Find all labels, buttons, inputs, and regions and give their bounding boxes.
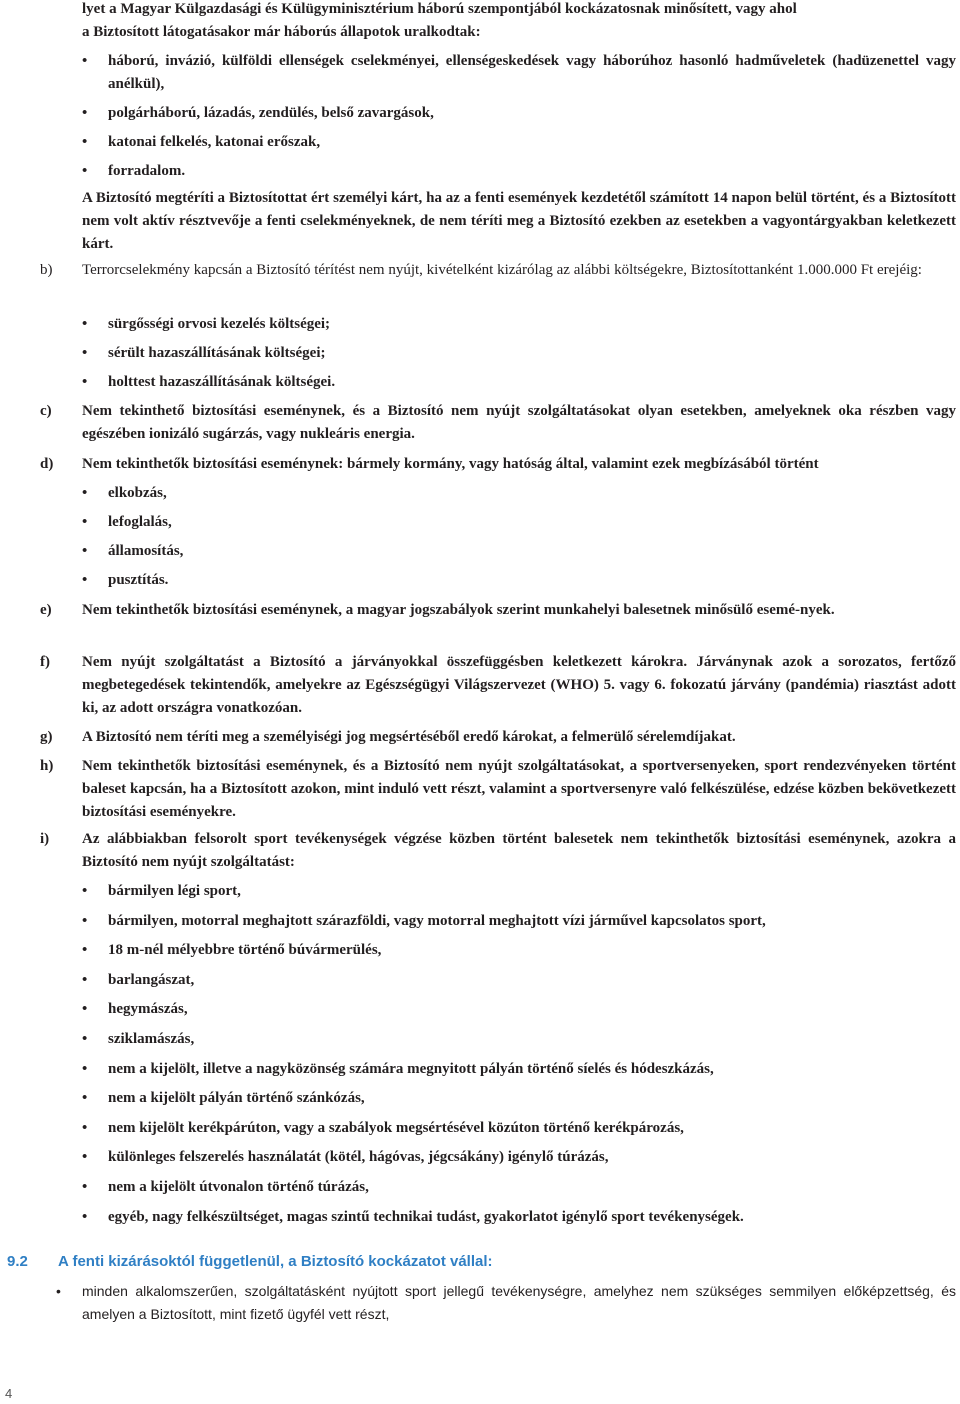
war-paragraph: A Biztosító megtéríti a Biztosítottat ért személyi kárt, ha az a fenti események kezdetétől számított 14 napon belül történt, és a Biztosított nem volt aktív résztvevője a fenti cselekményeknek, de nem téríti meg a Biztosító ezekben az esetekben a vagyontárgyakban keletkezett kárt.: [82, 190, 956, 252]
sport-bullet-list: [82, 880, 956, 1229]
intro-line-2: a Biztosított látogatásakor már háborús állapotok uralkodtak:: [82, 24, 481, 40]
item-label: b): [40, 262, 53, 278]
list-item: • sziklamászás,: [82, 1028, 956, 1051]
list-item: • bármilyen, motorral meghajtott szárazföldi, vagy motorral meghajtott vízi járművel kapcsolatos sport,: [82, 910, 956, 933]
page-number: 4: [5, 1386, 13, 1401]
list-item: • barlangászat,: [82, 969, 956, 992]
list-item: • pusztítás.: [82, 569, 956, 592]
item-text: Nem nyújt szolgáltatást a Biztosító a járványokkal összefüggésben keletkezett károkra. Járványnak azok a sorozatos, fertőző megbetegedések tekintendők, amelyekre az Egészségügyi Világszervezet (WHO) 5. vagy 6. fokozatú járvány (pandémia) riasztást adott ki, az adott országra vonatkozóan.: [82, 654, 956, 716]
list-item: • nem kijelölt kerékpárúton, vagy a szabályok megsértésével közúton történő kerékpározás,: [82, 1117, 956, 1140]
item-text: A Biztosító nem téríti meg a személyiségi jog megsértéséből eredő károkat, a felmerülő sérelemdíjakat.: [82, 729, 736, 745]
section-title: A fenti kizárásoktól függetlenül, a Biztosító kockázatot vállal:: [58, 1253, 493, 1270]
item-text: Nem tekinthetők biztosítási eseménynek, a magyar jogszabályok szerint munkahelyi balesetnek minősülő esemé-nyek.: [82, 602, 835, 618]
item-d: [40, 453, 956, 476]
item-text: Az alábbiakban felsorolt sport tevékenységek végzése közben történt balesetek nem tekinthetők biztosítási eseménynek, azokra a Biztosító nem nyújt szolgáltatást:: [82, 831, 956, 870]
item-label: e): [40, 602, 52, 618]
list-item: • sérült hazaszállításának költségei;: [82, 342, 956, 365]
list-item: • polgárháború, lázadás, zendülés, belső zavargások,: [82, 102, 956, 125]
item-b: [40, 259, 956, 282]
list-item: • államosítás,: [82, 540, 956, 563]
list-item: • minden alkalomszerűen, szolgáltatásként nyújtott sport jellegű tevékenységre, amelyhez nem szükséges semmilyen előképzettség, és amelyen a Biztosított, mint fizető ügyfél vett részt,: [56, 1280, 956, 1326]
intro-line-1: lyet a Magyar Külgazdasági és Külügyminisztérium háború szempontjából kockázatosnak minősített, vagy ahol: [82, 1, 797, 17]
war-bullet-list: [82, 50, 956, 183]
list-item: • elkobzás,: [82, 482, 956, 505]
item-e: [40, 599, 956, 622]
list-item: • hegymászás,: [82, 998, 956, 1021]
list-item: • 18 m-nél mélyebbre történő búvármerülés,: [82, 939, 956, 962]
item-label: c): [40, 403, 52, 419]
list-item: • háború, invázió, külföldi ellenségek cselekményei, ellenségeskedések vagy háborúhoz hasonló hadműveletek (hadüzenettel vagy anélkül),: [82, 50, 956, 96]
list-item: • egyéb, nagy felkészültséget, magas szintű technikai tudást, gyakorlatot igénylő sport tevékenységek.: [82, 1206, 956, 1229]
item-h: [40, 755, 956, 824]
item-label: d): [40, 456, 54, 472]
intro-paragraph: [82, 0, 956, 44]
d-bullet-list: [82, 482, 956, 592]
item-label: f): [40, 654, 50, 670]
list-item: • nem a kijelölt pályán történő szánkózás,: [82, 1087, 956, 1110]
item-label: g): [40, 729, 53, 745]
item-text: Terrorcselekmény kapcsán a Biztosító térítést nem nyújt, kivételként kizárólag az alábbi költségekre, Biztosítottanként 1.000.000 Ft erejéig:: [82, 262, 922, 278]
list-item: • holttest hazaszállításának költségei.: [82, 371, 956, 394]
list-item: • bármilyen légi sport,: [82, 880, 956, 903]
b-bullet-list: [82, 313, 956, 394]
item-i: [40, 828, 956, 874]
section-number: 9.2: [7, 1253, 28, 1270]
item-label: h): [40, 758, 54, 774]
list-item: • különleges felszerelés használatát (kötél, hágóvas, jégcsákány) igénylő túrázás,: [82, 1146, 956, 1169]
item-f: [40, 651, 956, 720]
item-text: Nem tekinthetők biztosítási eseménynek, és a Biztosító nem nyújt szolgáltatásokat, a sportversenyeken, sport rendezvényeken történt baleset kapcsán, ha a Biztosított azokon, mint induló vett részt, valamint a sportversenyre való felkészülése, edzése közben bekövetkezett biztosítási eseményekre.: [82, 758, 956, 820]
list-item: • nem a kijelölt útvonalon történő túrázás,: [82, 1176, 956, 1199]
section-9-2-bullet-list: [56, 1280, 956, 1326]
list-item: • nem a kijelölt, illetve a nagyközönség számára megnyitott pályán történő síelés és hódeszkázás,: [82, 1058, 956, 1081]
item-g: [40, 726, 956, 749]
list-item: • lefoglalás,: [82, 511, 956, 534]
item-text: Nem tekinthető biztosítási eseménynek, és a Biztosító nem nyújt szolgáltatásokat olyan esetekben, amelyeknek oka részben vagy egészében ionizáló sugárzás, vagy nukleáris energia.: [82, 403, 956, 442]
item-text: Nem tekinthetők biztosítási eseménynek: bármely kormány, vagy hatóság által, valamint ezek megbízásából történt: [82, 456, 819, 472]
item-label: i): [40, 831, 50, 847]
list-item: • forradalom.: [82, 160, 956, 183]
item-c: [40, 400, 956, 446]
list-item: • katonai felkelés, katonai erőszak,: [82, 131, 956, 154]
list-item: • sürgősségi orvosi kezelés költségei;: [82, 313, 956, 336]
